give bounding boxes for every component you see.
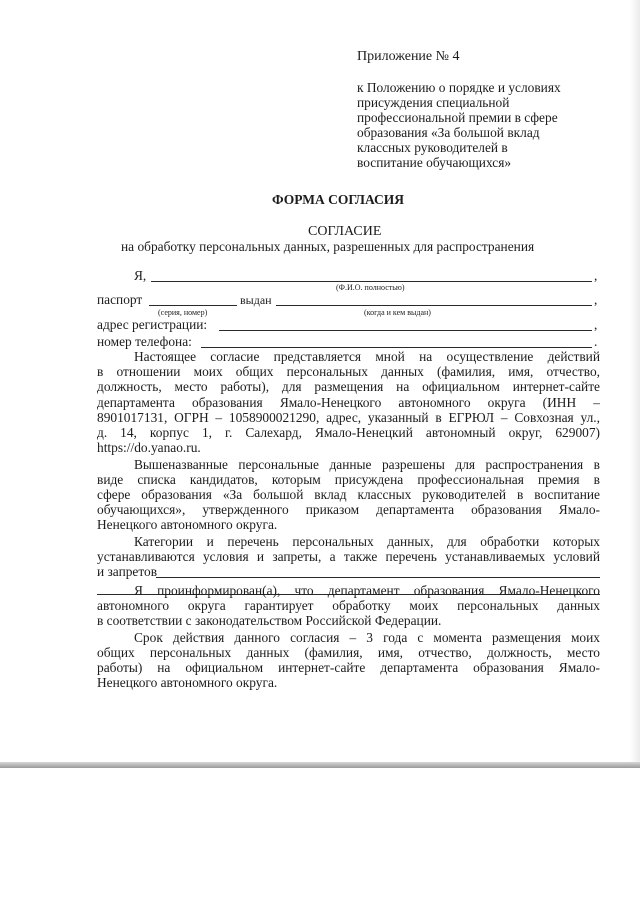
ya-label: Я, xyxy=(134,268,147,283)
address-label: адрес регистрации: xyxy=(97,317,208,332)
passport-end: , xyxy=(594,292,598,307)
passport-issued-field[interactable] xyxy=(276,305,592,306)
paragraph-line: общих персональных данных (фамилия, имя, отчество, должность, место xyxy=(97,645,600,660)
blank-area xyxy=(0,768,640,905)
form-title: ФОРМА СОГЛАСИЯ xyxy=(272,192,405,207)
page-shadow xyxy=(630,0,640,768)
paragraph-line: устанавливаются условия и запреты, а также перечень устанавливаемых условий xyxy=(97,549,600,564)
issued-label: выдан xyxy=(240,293,272,307)
conditions-field[interactable] xyxy=(156,577,600,578)
paragraph-line: в отношении моих общих персональных данных (фамилия, имя, отчество, xyxy=(97,364,600,379)
phone-label: номер телефона: xyxy=(97,334,192,349)
issued-hint: (когда и кем выдан) xyxy=(364,308,431,317)
paragraph-line: д. 14, корпус 1, г. Салехард, Ямало-Ненецкий автономный округ, 629007) xyxy=(97,425,600,440)
paragraph-line: 8901017131, ОГРН – 1058900021290, адрес, указанный в ЕГРЮЛ – Совхозная ул., xyxy=(97,410,600,425)
appendix-line: воспитание обучающихся» xyxy=(357,155,512,170)
fio-hint: (Ф.И.О. полностью) xyxy=(336,283,405,292)
address-field[interactable] xyxy=(219,330,592,331)
paragraph-line: департамента образования Ямало-Ненецкого автономного округа (ИНН – xyxy=(97,395,600,410)
appendix-line: присуждения специальной xyxy=(357,95,510,110)
appendix-line: образования «За большой вклад xyxy=(357,125,540,140)
consent-title: СОГЛАСИЕ xyxy=(308,224,382,239)
paragraph-line: Я проинформирован(а), что департамент образования Ямало-Ненецкого xyxy=(134,583,600,598)
paragraph-line: автономного округа гарантирует обработку моих персональных данных xyxy=(97,598,600,613)
paragraph-line: Срок действия данного согласия – 3 года с момента размещения моих xyxy=(134,630,600,645)
paragraph-line: Ненецкого автономного округа. xyxy=(97,517,278,532)
passport-label: паспорт xyxy=(97,292,143,307)
paragraph-line: Ненецкого автономного округа. xyxy=(97,675,278,690)
website-link[interactable]: https://do.yanao.ru. xyxy=(97,440,201,455)
phone-field[interactable] xyxy=(201,347,592,348)
series-hint: (серия, номер) xyxy=(158,308,208,317)
paragraph-line: обучающихся», утвержденного приказом департамента образования Ямало- xyxy=(97,502,600,517)
consent-subtitle: на обработку персональных данных, разрешенных для распространения xyxy=(121,239,535,254)
address-end: , xyxy=(594,317,598,332)
phone-end: . xyxy=(594,334,598,349)
paragraph-line: должность, место работы), для размещения на официальном интернет-сайте xyxy=(97,379,600,394)
paragraph-line: в соответствии с законодательством Российской Федерации. xyxy=(97,613,442,628)
paragraph-line: Настоящее согласие представляется мной на осуществление действий xyxy=(134,349,600,364)
appendix-line: профессиональной премии в сфере xyxy=(357,110,558,125)
paragraph-line: виде списка кандидатов, которым присуждена профессиональная премия в xyxy=(97,472,600,487)
paragraph-line: и запретов xyxy=(97,564,158,579)
passport-series-field[interactable] xyxy=(149,305,237,306)
paragraph-line: сфере образования «За большой вклад классных руководителей в воспитание xyxy=(97,487,600,502)
appendix-line: к Положению о порядке и условиях xyxy=(357,80,561,95)
paragraph-line: Вышеназванные персональные данные разрешены для распространения в xyxy=(134,457,600,472)
appendix-line: классных руководителей в xyxy=(357,140,508,155)
ya-end: , xyxy=(594,268,598,283)
appendix-title: Приложение № 4 xyxy=(357,49,460,64)
paragraph-line: Категории и перечень персональных данных, для обработки которых xyxy=(134,534,600,549)
paragraph-line: работы) на официальном интернет-сайте департамента образования Ямало- xyxy=(97,660,600,675)
fio-field[interactable] xyxy=(151,281,592,282)
